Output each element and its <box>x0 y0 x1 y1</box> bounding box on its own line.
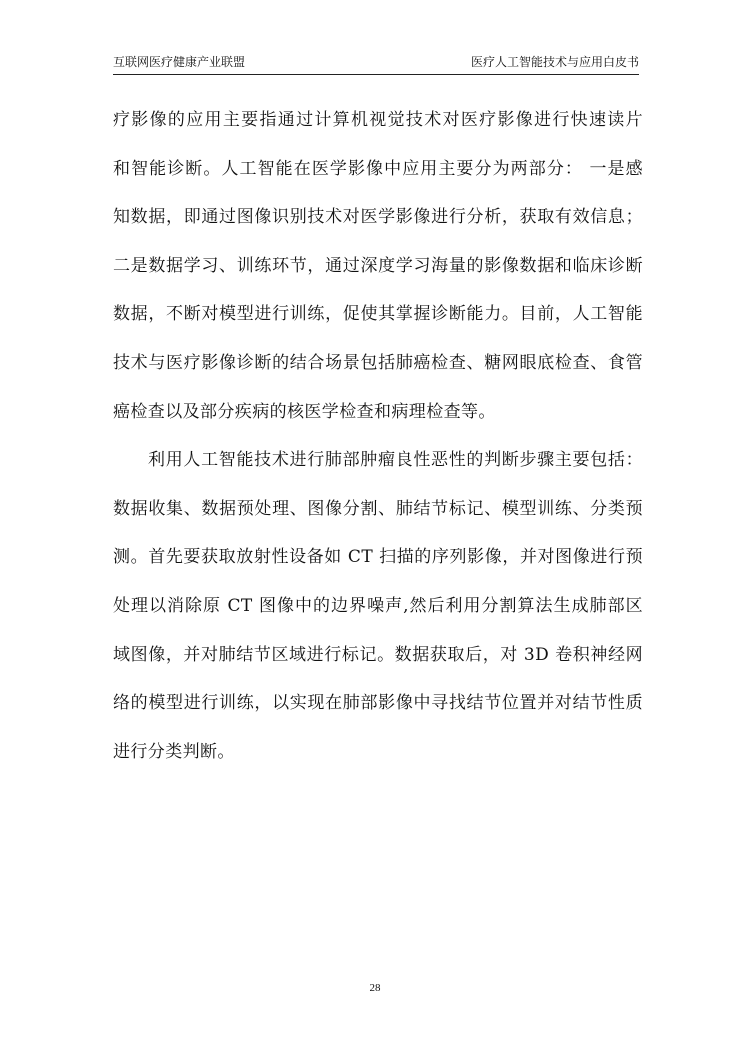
text-line: 域图像，并对肺结节区域进行标记。数据获取后，对 3D 卷积神经网 <box>113 644 643 665</box>
paragraph-lung-tumor-diagnosis <box>113 436 643 776</box>
text-line: 数据，不断对模型进行训练，促使其掌握诊断能力。目前，人工智能 <box>113 304 643 325</box>
text-line: 疗影像的应用主要指通过计算机视觉技术对医疗影像进行快速读片 <box>113 110 643 130</box>
text-line: 二是数据学习、训练环节，通过深度学习海量的影像数据和临床诊断 <box>113 255 643 276</box>
text-line: 络的模型进行训练，以实现在肺部影像中寻找结节位置并对结节性质 <box>113 693 643 714</box>
text-line: 技术与医疗影像诊断的结合场景包括肺癌检查、糖网眼底检查、食管 <box>113 352 643 373</box>
header-document-title: 医疗人工智能技术与应用白皮书 <box>470 55 639 69</box>
text-line: 和智能诊断。人工智能在医学影像中应用主要分为两部分： 一是感 <box>113 158 643 179</box>
text-line: 癌检查以及部分疾病的核医学检查和病理检查等。 <box>113 401 496 422</box>
text-line: 利用人工智能技术进行肺部肿瘤良性恶性的判断步骤主要包括： <box>148 450 643 471</box>
text-line: 测。首先要获取放射性设备如 CT 扫描的序列影像，并对图像进行预 <box>113 547 643 568</box>
page-number: 28 <box>369 982 381 994</box>
page-header <box>113 50 639 75</box>
document-body <box>113 96 643 776</box>
header-organization: 互联网医疗健康产业联盟 <box>113 55 246 69</box>
text-line: 知数据，即通过图像识别技术对医学影像进行分析，获取有效信息； <box>113 207 643 228</box>
text-line: 进行分类判断。 <box>113 741 235 762</box>
text-line: 处理以消除原 CT 图像中的边界噪声,然后利用分割算法生成肺部区 <box>113 595 643 616</box>
text-line: 数据收集、数据预处理、图像分割、肺结节标记、模型训练、分类预 <box>113 498 643 519</box>
paragraph-medical-imaging <box>113 96 643 436</box>
